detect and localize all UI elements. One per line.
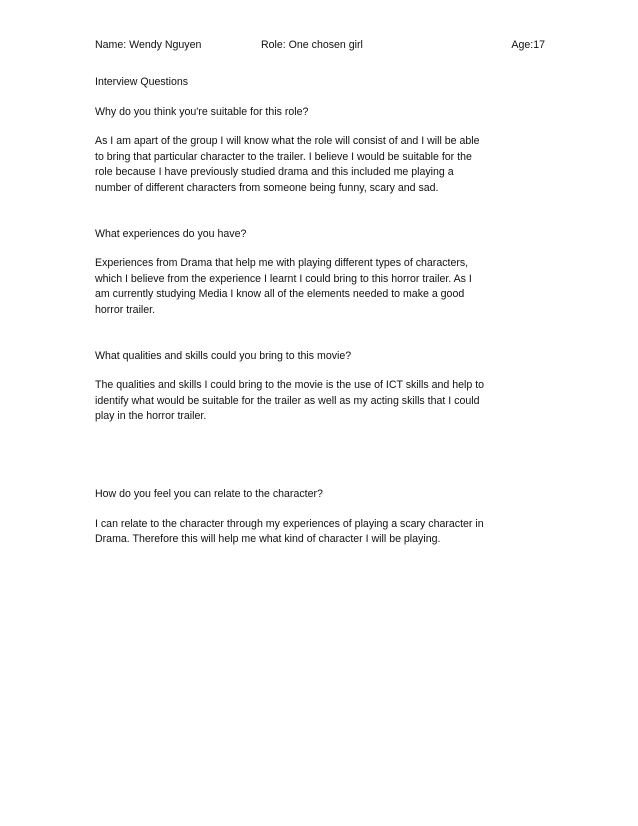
question-4: How do you feel you can relate to the character? [95, 487, 323, 500]
answer-1: As I am apart of the group I will know what the role will consist of and I will be able to bring that particular character to the trailer. I believe I would be suitable for the role because I have previously studied drama and this included me playing a number of different characters from someone being funny, scary and sad. [95, 135, 480, 194]
header-age: Age:17 [511, 39, 545, 51]
document-body [95, 38, 550, 548]
question-1: Why do you think you're suitable for this role? [95, 105, 309, 118]
answer-3: The qualities and skills I could bring to the movie is the use of ICT skills and help to identify what would be suitable for the trailer as well as my acting skills that I could play in the horror trailer. [95, 379, 485, 423]
document-heading: Interview Questions [95, 76, 189, 88]
question-2: What experiences do you have? [95, 227, 247, 240]
header-role: Role: One chosen girl [261, 39, 363, 51]
header-name: Name: Wendy Nguyen [95, 39, 202, 51]
answer-2: Experiences from Drama that help me with playing different types of characters, which I believe from the experience I learnt I could bring to this horror trailer. As I am currently studying Media I know all of the elements needed to make a good horror trailer. [95, 257, 472, 316]
answer-4: I can relate to the character through my experiences of playing a scary character in Drama. Therefore this will help me what kind of character I will be playing. [95, 517, 484, 546]
header-row [95, 38, 550, 54]
question-3: What qualities and skills could you bring to this movie? [95, 349, 352, 362]
